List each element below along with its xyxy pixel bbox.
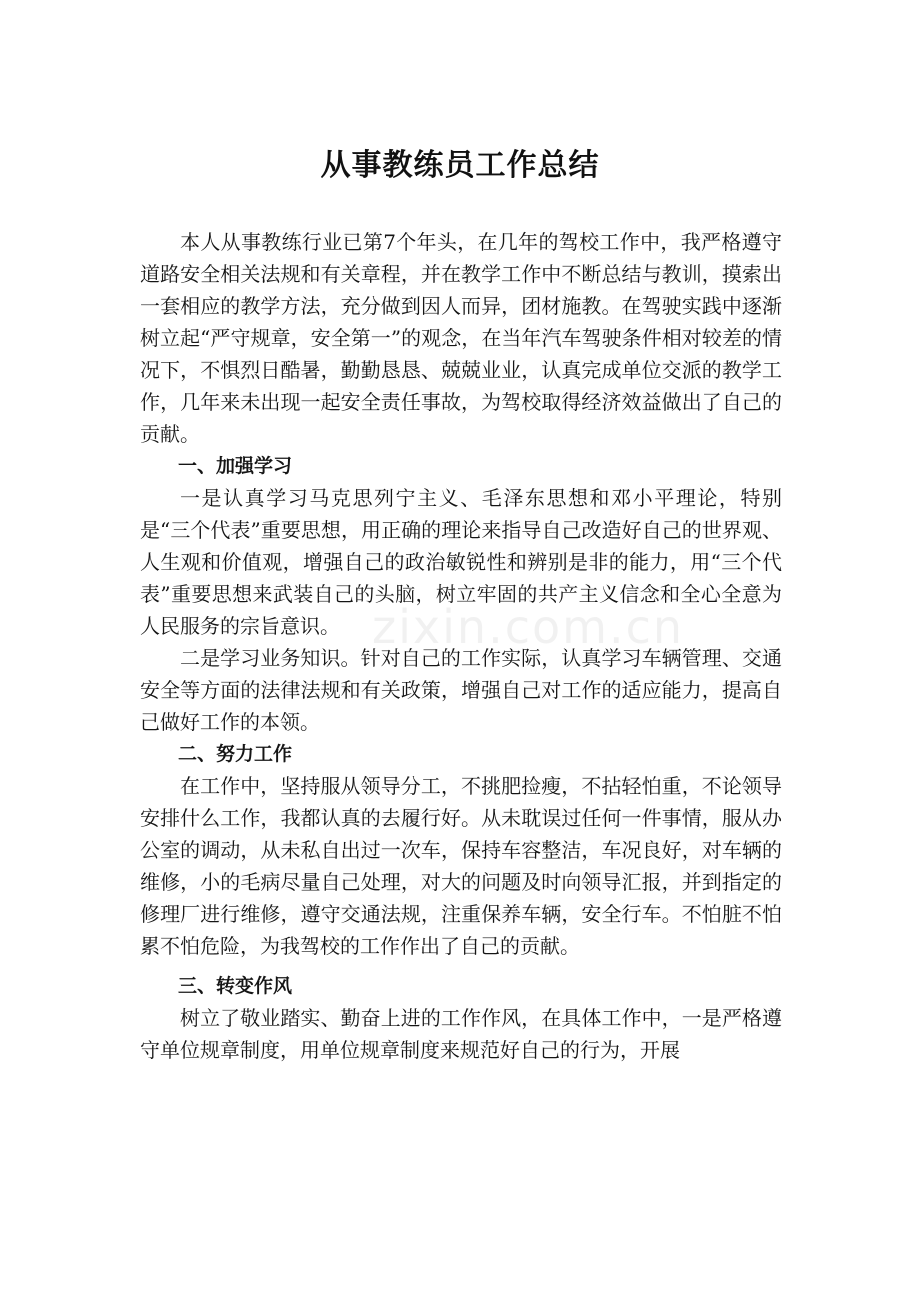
style-paragraph: 树立了敬业踏实、勤奋上进的工作作风，在具体工作中，一是严格遵守单位规章制度，用单位规章制度来规范好自己的行为，开展 (140, 1006, 782, 1062)
study-paragraph-theory: 一是认真学习马克思列宁主义、毛泽东思想和邓小平理论，特别是“三个代表”重要思想，用正确的理论来指导自己改造好自己的世界观、人生观和价值观，增强自己的政治敏锐性和辨别是非的能力，用“三个代表”重要思想来武装自己的头脑，树立牢固的共产主义信念和全心全意为人民服务的宗旨意识。 (140, 486, 782, 638)
section-heading-study: 一、加强学习 (178, 455, 293, 477)
study-paragraph-business: 二是学习业务知识。针对自己的工作实际，认真学习车辆管理、交通安全等方面的法律法规和有关政策，增强自己对工作的适应能力，提高自己做好工作的本领。 (140, 646, 782, 734)
watermark-text: zixin.com.cn (372, 600, 685, 654)
section-heading-work: 二、努力工作 (178, 743, 293, 765)
document-title: 从事教练员工作总结 (320, 148, 600, 183)
section-heading-style: 三、转变作风 (178, 975, 293, 997)
document-body (140, 226, 782, 1066)
intro-paragraph: 本人从事教练行业已第7个年头，在几年的驾校工作中，我严格遵守道路安全相关法规和有关章程，并在教学工作中不断总结与教训，摸索出一套相应的教学方法，充分做到因人而异，团材施教。在驾驶实践中逐渐树立起“严守规章，安全第一”的观念，在当年汽车驾驶条件相对较差的情况下，不惧烈日酷暑，勤勤恳恳、兢兢业业，认真完成单位交派的教学工作，几年来未出现一起安全责任事故，为驾校取得经济效益做出了自己的贡献。 (140, 230, 782, 446)
work-paragraph: 在工作中，坚持服从领导分工，不挑肥捡瘦，不拈轻怕重，不论领导安排什么工作，我都认真的去履行好。从未耽误过任何一件事情，服从办公室的调动，从未私自出过一次车，保持车容整洁，车况良好，对车辆的维修，小的毛病尽量自己处理，对大的问题及时向领导汇报，并到指定的修理厂进行维修，遵守交通法规，注重保养车辆，安全行车。不怕脏不怕累不怕危险，为我驾校的工作作出了自己的贡献。 (140, 774, 782, 958)
